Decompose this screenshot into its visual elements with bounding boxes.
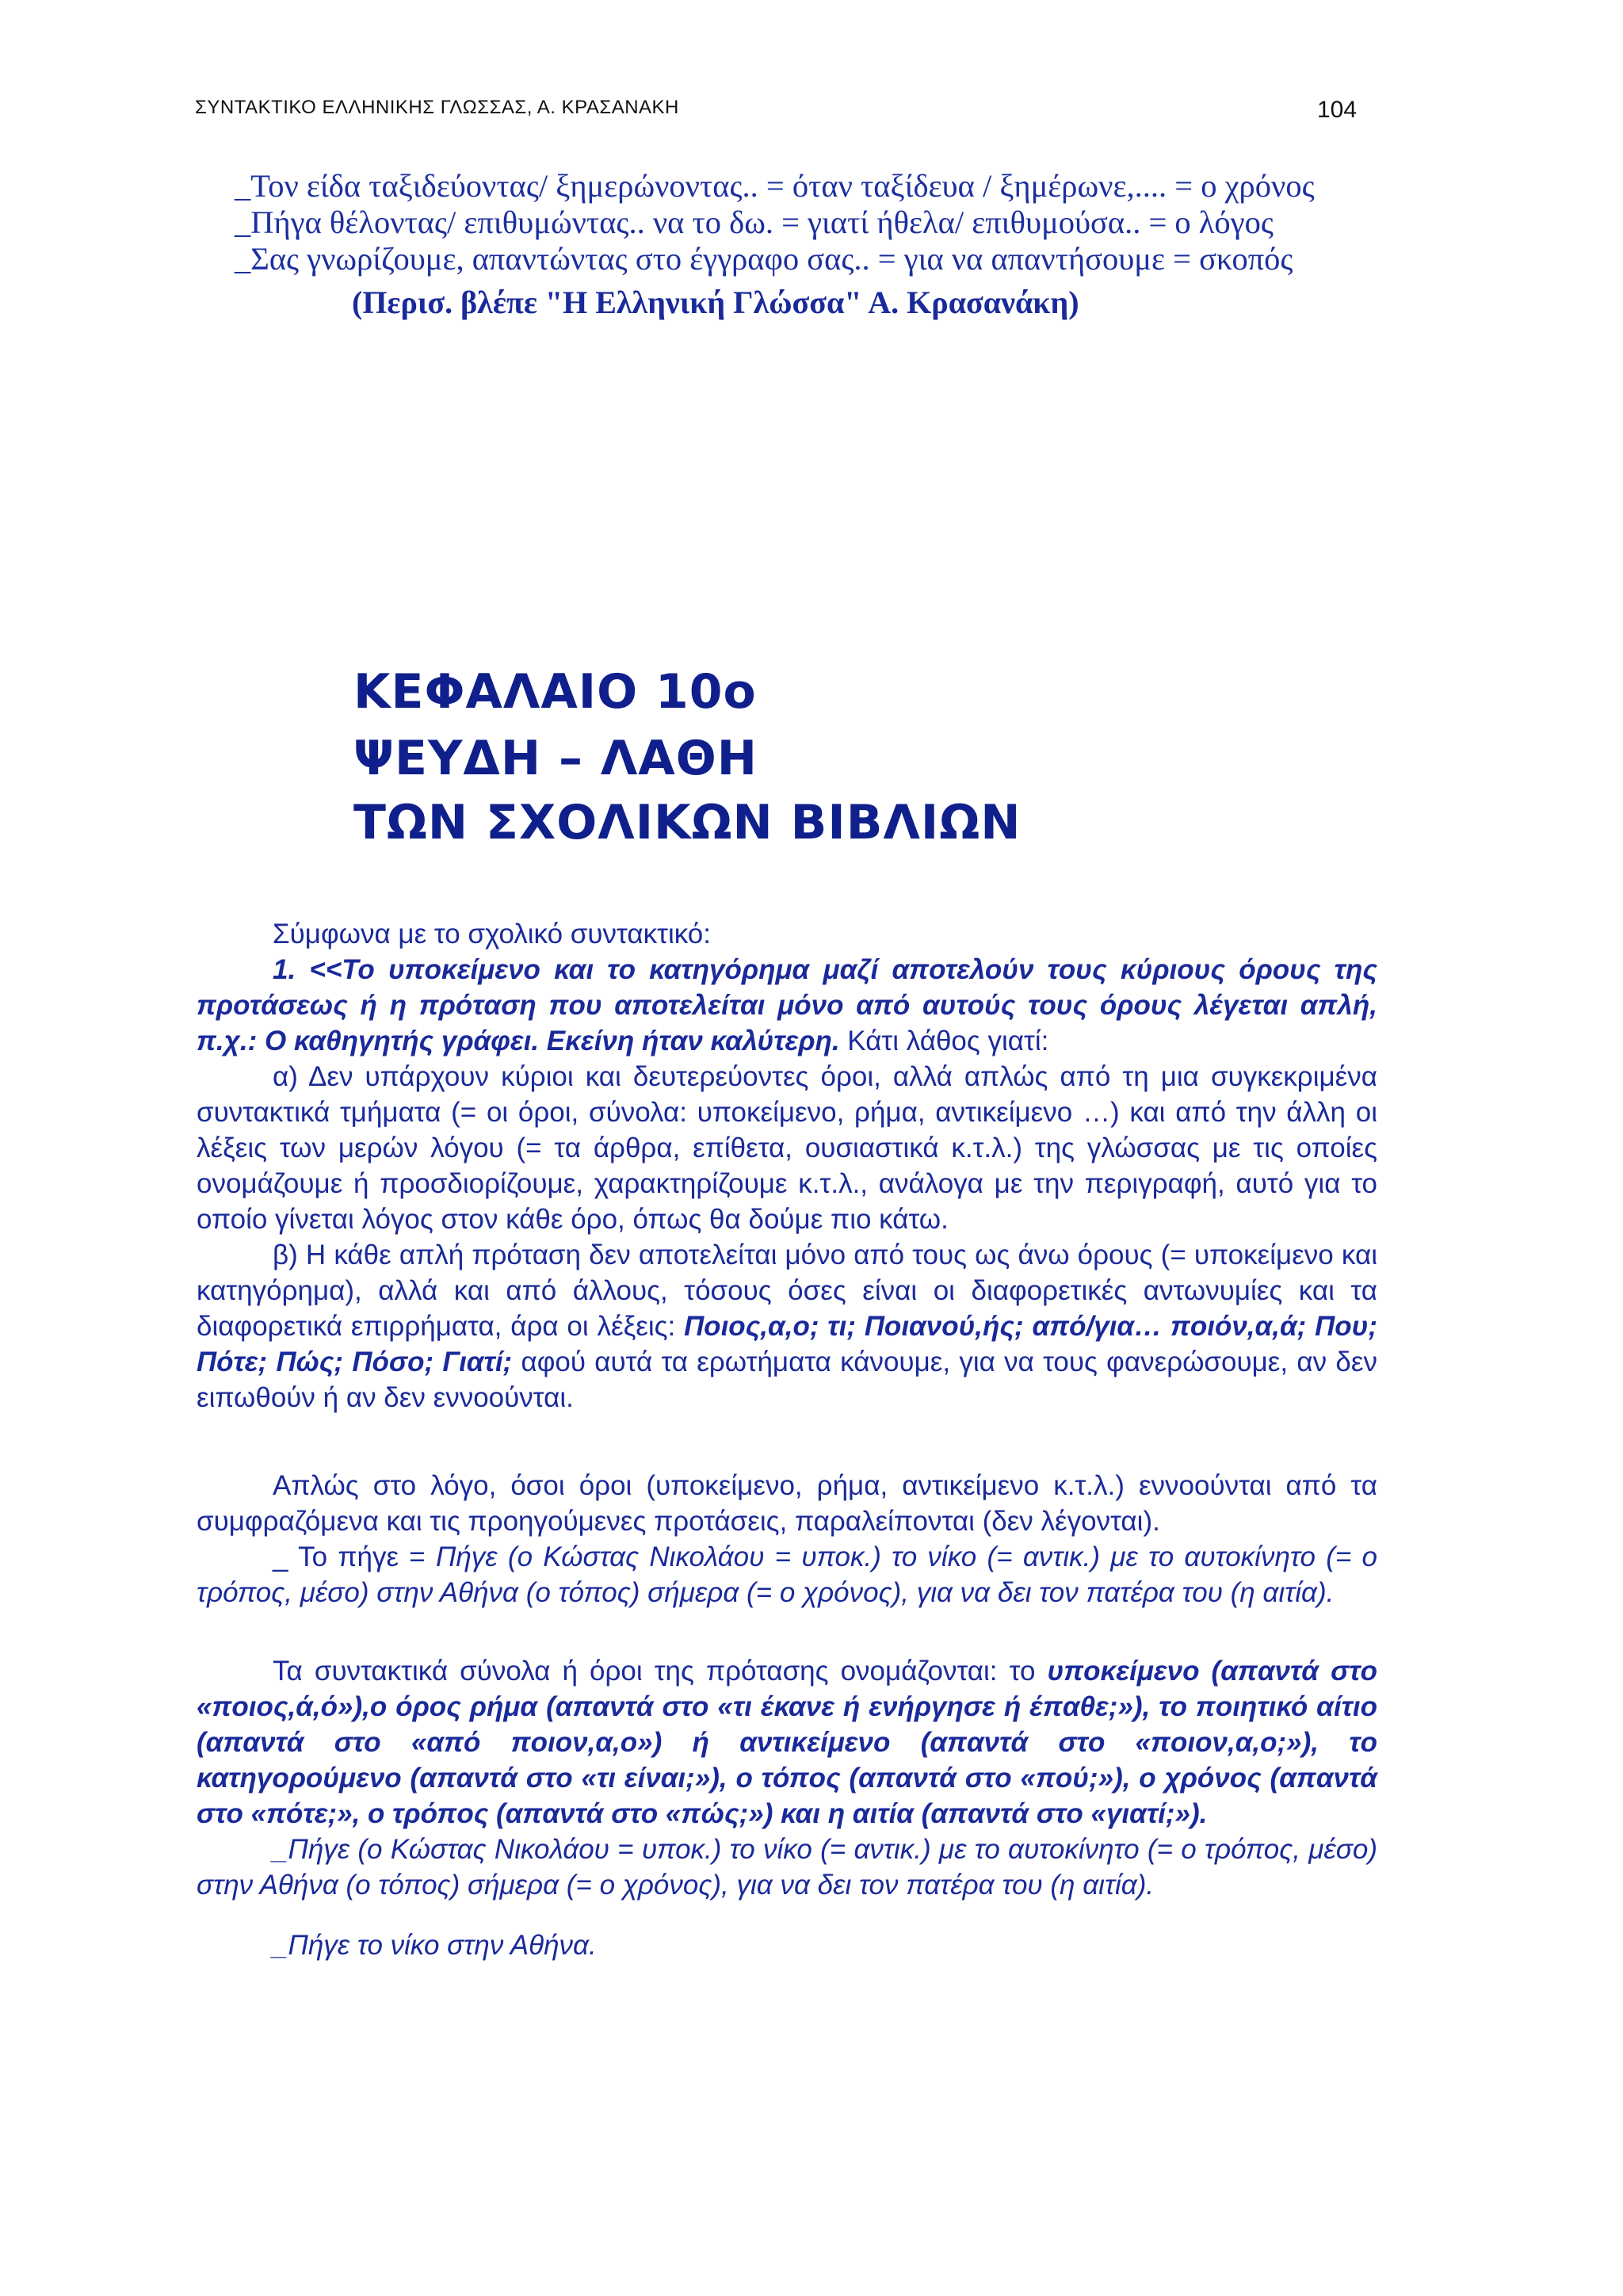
point-b-question-words: Ποιος,α,ο; τι; Ποιανού,ής; από/για… ποιόν,α,ά; Που; Πότε; Πώς; Πόσο; Γιατί; [197,1311,1377,1377]
point-a-paragraph: α) Δεν υπάρχουν κύριοι και δευτερεύοντες όροι, αλλά απλώς από τη μια συγκεκριμένα συντακτικά τμήματα (= οι όροι, σύνολα: υποκείμενο, ρήμα, αντικείμενο …) και από την άλλη οι λέξεις των μερών λόγου (= τα άρθρα, επίθετα, ουσιαστικά κ.τ.λ.) της γλώσσας με τις οποίες ονομάζουμε ή προσδιορίζουμε, χαρακτηρίζουμε κ.τ.λ., ανάλογα με την περιγραφή, αυτό για το οποίο γίνεται λόγος στον κάθε όρο, όπως θα δούμε πιο κάτω. [197,1061,1377,1235]
full-example-paragraph: _Πήγε (ο Κώστας Νικολάου = υποκ.) το νίκο (= αντικ.) με το αυτοκίνητο (= ο τρόπος, μέσο) στην Αθήνα (ο τόπος) σήμερα (= ο χρόνος), για να δει τον πατέρα του (η αιτία). [197,1834,1377,1901]
chapter-title-line-1: ΚΕΦΑΛΑΙΟ 10ο [353,664,757,720]
example-sentence: Πήγε (ο Κώστας Νικολάου = υποκ.) το νίκο (= αντικ.) με το αυτοκίνητο (= ο τρόπος, μέσο) στην Αθήνα (ο τόπος) σήμερα (= ο χρόνος), για να δει τον πατέρα του (η αιτία). [197,1541,1377,1608]
point-b-paragraph [197,1237,1377,1415]
chapter-title-line-2: ΨΕΥΔΗ – ΛΑΘΗ [353,731,758,786]
reference-note: (Περισ. βλέπε "Η Ελληνική Γλώσσα" Α. Κρασανάκη) [352,285,1079,320]
example-line-purpose: _Σας γνωρίζουμε, απαντώντας στο έγγραφο σας.. = για να απαντήσουμε = σκοπός [235,241,1293,277]
omission-paragraph: Απλώς στο λόγο, όσοι όροι (υποκείμενο, ρήμα, αντικείμενο κ.τ.λ.) εννοούνται από τα συμφραζόμενα και τις προηγούμενες προτάσεις, παραλείπονται (δεν λέγονται). [197,1470,1377,1537]
body-section-3 [197,1653,1377,1903]
body-section-4 [197,1927,1377,1963]
example-paragraph [197,1539,1377,1610]
terms-paragraph [197,1653,1377,1832]
running-header-title: ΣΥΝΤΑΚΤΙΚΟ ΕΛΛΗΝΙΚΗΣ ΓΛΩΣΣΑΣ, Α. ΚΡΑΣΑΝΑΚΗ [195,97,679,118]
terms-list: υποκείμενο (απαντά στο «ποιος,ά,ό»),ο όρος ρήμα (απαντά στο «τι έκανε ή ενήργησε ή έπαθε;»), το ποιητικό αίτιο (απαντά στο «από ποιον,α,ο») ή αντικείμενο (απαντά στο «ποιον,α,ο;»), το κατηγορούμενο (απαντά στο «τι είναι;»), ο τόπος (απαντά στο «πού;»), ο χρόνος (απαντά στο «πότε;», ο τρόπος (απαντά στο «πώς;») και η αιτία (απαντά στο «γιατί;»). [197,1656,1377,1829]
page-number: 104 [1317,97,1358,123]
definition-comment: Κάτι λάθος γιατί: [839,1026,1049,1056]
definition-paragraph [197,952,1377,1059]
example-lead: _ Το πήγε = [273,1541,436,1572]
body-section-1 [197,916,1377,1415]
chapter-title-line-3: ΤΩΝ ΣΧΟΛΙΚΩΝ ΒΙΒΛΙΩΝ [353,795,1022,850]
point-b-text: β) Η κάθε απλή πρόταση δεν αποτελείται μόνο από τους ως άνω όρους (= υποκείμενο και κατηγόρημα), αλλά και από άλλους, τόσους όσες είναι οι διαφορετικές αντωνυμίες και τα διαφορετικά επιρρήματα, άρα οι λέξεις: [197,1240,1377,1342]
example-line-reason: _Πήγα θέλοντας/ επιθυμώντας.. να το δω. = γιατί ήθελα/ επιθυμούσα.. = ο λόγος [235,204,1274,240]
point-b-text-end: αφού αυτά τα ερωτήματα κάνουμε, για να τους φανερώσουμε, αν δεν ειπωθούν ή αν δεν εννοούνται. [197,1347,1377,1413]
terms-lead: Τα συντακτικά σύνολα ή όροι της πρότασης ονομάζονται: το [273,1656,1048,1687]
short-example-paragraph: _Πήγε το νίκο στην Αθήνα. [273,1930,597,1961]
body-section-2 [197,1468,1377,1610]
definition-quote: 1. <<Το υποκείμενο και το κατηγόρημα μαζί αποτελούν τους κύριους όρους της προτάσεως ή η πρόταση που αποτελείται μόνο από αυτούς τους όρους λέγεται απλή, π.χ.: Ο καθηγητής γράφει. Εκείνη ήταν καλύτερη. [197,954,1377,1056]
intro-paragraph: Σύμφωνα με το σχολικό συντακτικό: [273,919,711,949]
example-line-time: _Τον είδα ταξιδεύοντας/ ξημερώνοντας.. = όταν ταξίδευα / ξημέρωνε,.... = ο χρόνος [235,168,1315,204]
